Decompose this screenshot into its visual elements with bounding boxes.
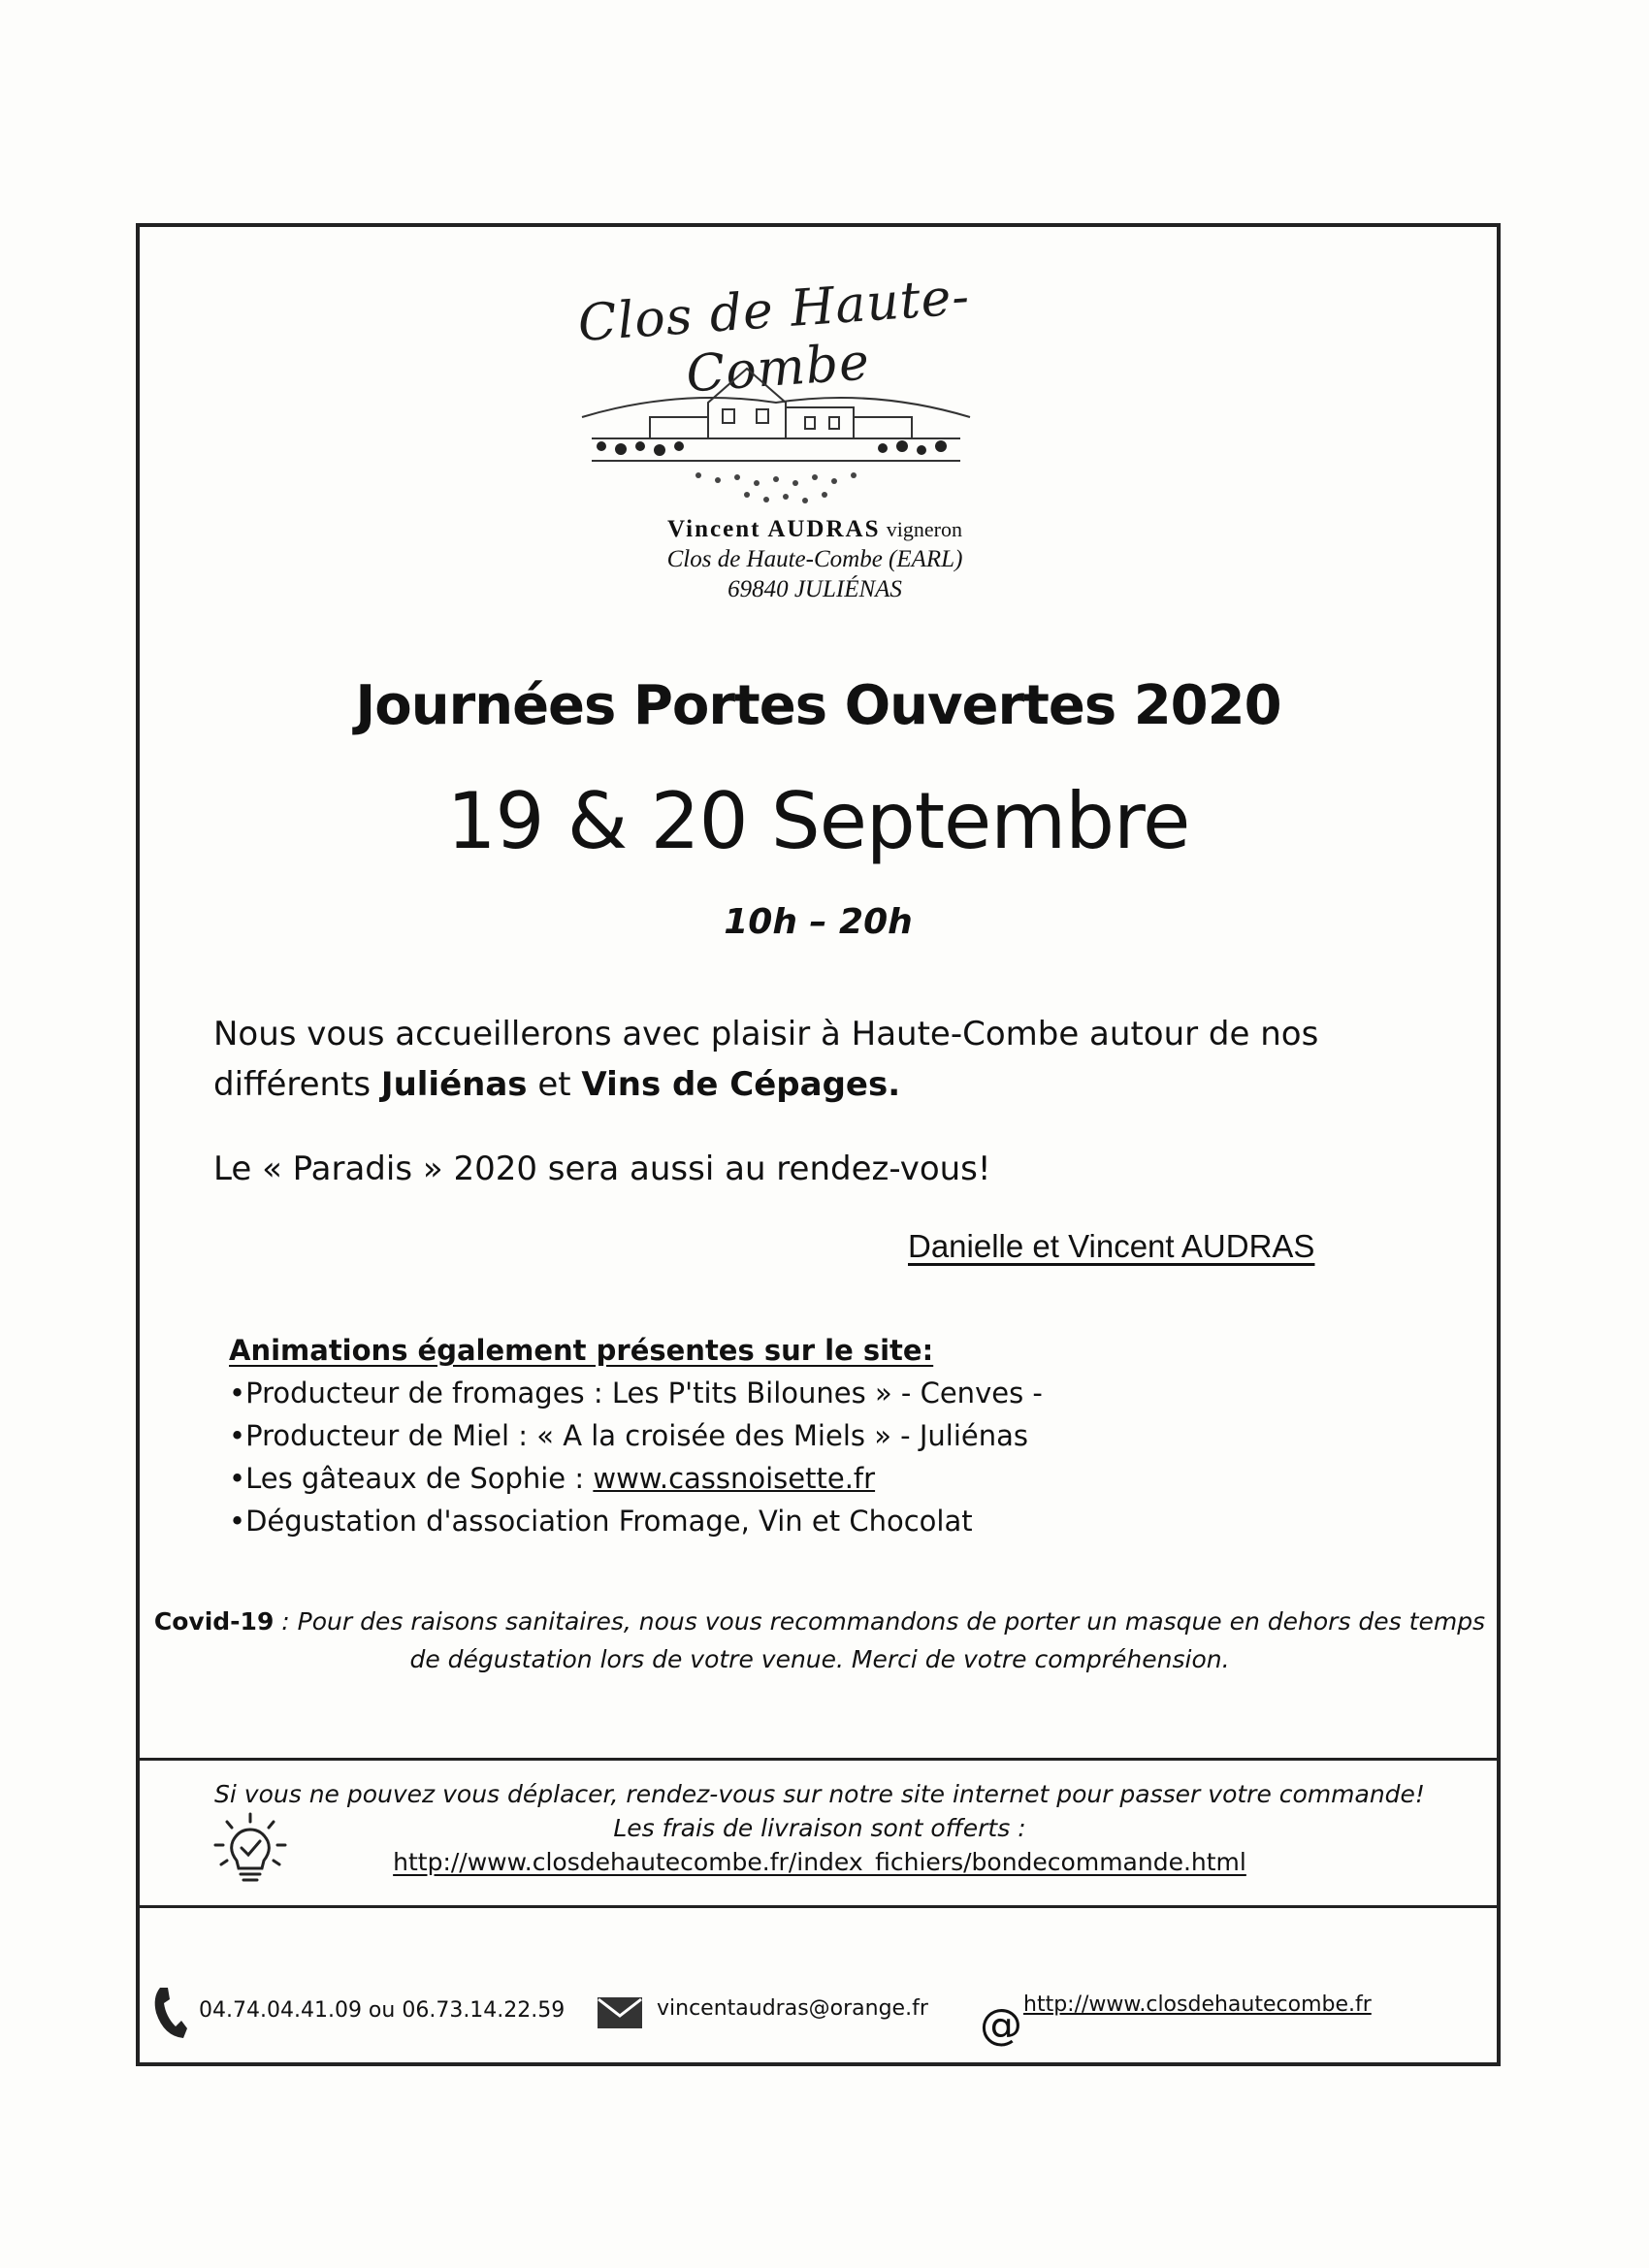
signature: Danielle et Vincent AUDRAS — [908, 1228, 1315, 1264]
covid-label: Covid-19 — [153, 1607, 275, 1636]
animation-item-fromages: •Producteur de fromages : Les P'tits Bilounes » - Cenves - — [229, 1377, 1043, 1409]
producer-name-line — [524, 514, 1106, 544]
intro-text-1: Nous vous accueillerons avec plaisir à Haute-Combe autour de nos différents — [213, 1015, 1319, 1104]
separator-bottom — [136, 1905, 1501, 1908]
producer-estate: Clos de Haute-Combe (EARL) — [666, 546, 963, 572]
producer-block — [524, 514, 1106, 604]
website-link[interactable]: http://www.closdehautecombe.fr — [1023, 1993, 1372, 2017]
gateaux-label: •Les gâteaux de Sophie : — [229, 1462, 594, 1495]
intro-paragraph — [213, 1009, 1436, 1110]
order-line-2: Les frais de livraison sont offerts : — [613, 1814, 1026, 1842]
producer-address: 69840 JULIÉNAS — [728, 576, 902, 602]
producer-role: vigneron — [886, 517, 962, 541]
at-sign-icon: @ — [980, 2000, 1022, 2050]
intro-vins-cepages: Vins de Cépages. — [581, 1065, 901, 1104]
intro-text-2: et — [527, 1065, 582, 1104]
order-line-1: Si vous ne pouvez vous déplacer, rendez-vous sur notre site internet pour passer votre commande! — [214, 1780, 1425, 1808]
cassnoisette-link[interactable]: www.cassnoisette.fr — [593, 1462, 876, 1495]
covid-notice — [146, 1603, 1494, 1678]
animations-list — [229, 1329, 1393, 1542]
chateau-illustration — [563, 349, 989, 514]
lightbulb-check-icon — [211, 1812, 289, 1890]
event-hours: 10h – 20h — [724, 902, 913, 942]
phone-numbers[interactable]: 04.74.04.41.09 ou 06.73.14.22.59 — [199, 1998, 566, 2023]
animation-item-gateaux — [229, 1457, 1393, 1500]
intro-julienas: Juliénas — [380, 1065, 528, 1104]
order-url-link[interactable]: http://www.closdehautecombe.fr/index_fichiers/bondecommande.html — [393, 1848, 1246, 1876]
paradis-line: Le « Paradis » 2020 sera aussi au rendez-vous! — [213, 1150, 991, 1188]
separator-top — [136, 1758, 1501, 1761]
estate-logo — [524, 268, 1028, 524]
phone-icon — [150, 1984, 189, 2042]
envelope-icon — [597, 1996, 643, 2029]
event-date: 19 & 20 Septembre — [446, 776, 1190, 866]
email-address[interactable]: vincentaudras@orange.fr — [657, 1996, 928, 2021]
logo-script-text: Clos de Haute-Combe — [575, 268, 972, 405]
producer-name: Vincent AUDRAS — [667, 516, 881, 542]
covid-text: : Pour des raisons sanitaires, nous vous recommandons de porter un masque en dehors des temps de dégustation lors de votre venue. Merci de votre compréhension. — [274, 1607, 1486, 1673]
animation-item-miel: •Producteur de Miel : « A la croisée des Miels » - Juliénas — [229, 1419, 1029, 1452]
animations-heading: Animations également présentes sur le site: — [229, 1334, 934, 1367]
animation-item-degustation: •Dégustation d'association Fromage, Vin et Chocolat — [229, 1505, 973, 1538]
event-title: Journées Portes Ouvertes 2020 — [355, 674, 1281, 737]
order-block — [146, 1777, 1494, 1879]
contact-bar — [150, 1979, 1489, 2050]
